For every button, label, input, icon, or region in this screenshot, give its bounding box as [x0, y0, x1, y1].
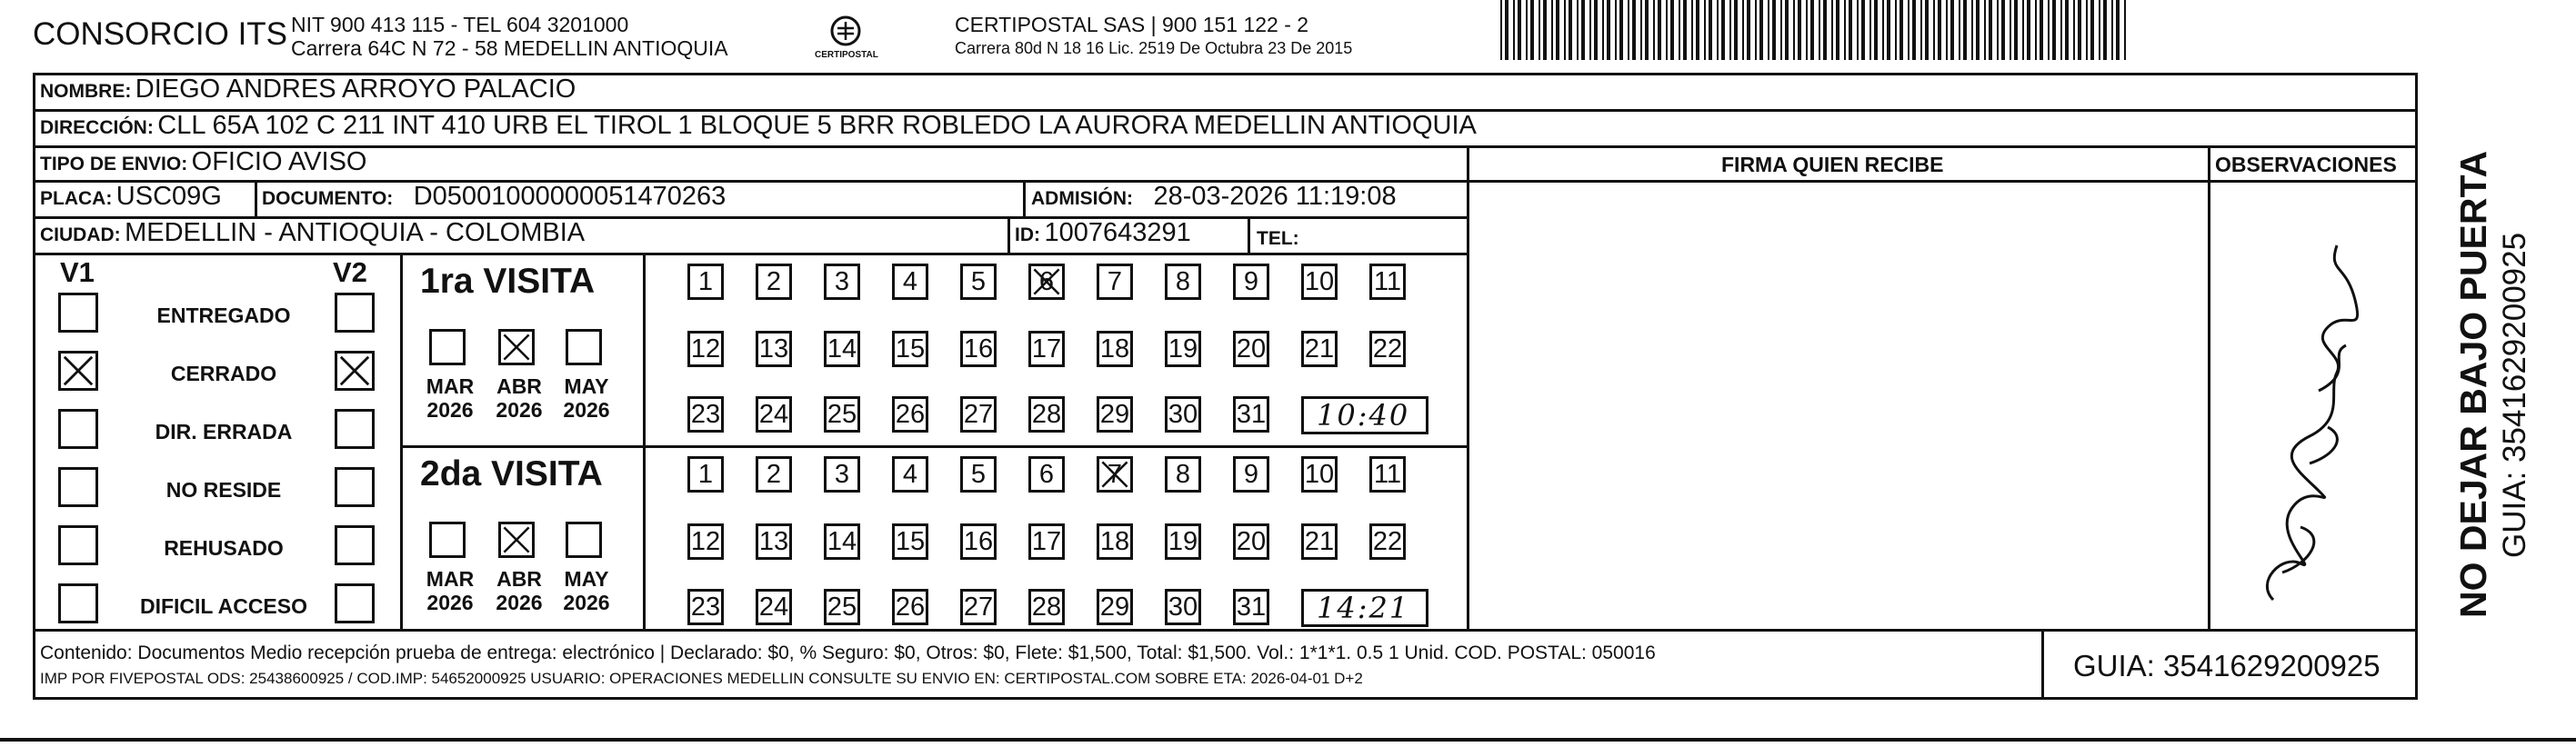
type-label: TIPO DE ENVIO: — [40, 154, 188, 174]
visit2-day-box[interactable]: 22 — [1369, 523, 1406, 560]
visit1-day-box[interactable]: 13 — [756, 331, 792, 367]
name-value: DIEGO ANDRES ARROYO PALACIO — [135, 75, 576, 104]
company-name: CONSORCIO ITS — [33, 16, 288, 52]
type-value: OFICIO AVISO — [191, 147, 367, 176]
city-row — [40, 220, 585, 246]
visit2-day-box[interactable]: 20 — [1233, 523, 1269, 560]
visit1-day-box[interactable]: 31 — [1233, 396, 1269, 433]
visit1-day-box[interactable]: 18 — [1097, 331, 1133, 367]
visit1-title: 1ra VISITA — [420, 262, 596, 301]
carrier-address: Carrera 80d N 18 16 Lic. 2519 De Octubra 23 De 2015 — [955, 39, 1353, 57]
visit2-day-box[interactable]: 19 — [1165, 523, 1201, 560]
visit1-month-label: ABR 2026 — [496, 374, 543, 423]
x-mark-icon — [1031, 266, 1062, 297]
visit2-day-box[interactable]: 25 — [824, 589, 860, 625]
v1-checkbox-0[interactable] — [58, 293, 98, 333]
city-label: CIUDAD: — [40, 224, 121, 245]
x-mark-icon — [501, 524, 532, 555]
footer-print-info: IMP POR FIVEPOSTAL ODS: 25438600925 / COD.IMP: 54652000925 USUARIO: OPERACIONES MEDELLIN CONSULTE SU ENVIO EN: CERTIPOSTAL.COM SOBRE ETA: 2026-04-01 D+2 — [40, 670, 1363, 687]
visit2-day-box[interactable]: 10 — [1301, 456, 1338, 493]
x-mark-icon — [1099, 459, 1130, 490]
observaciones-label: OBSERVACIONES — [2215, 153, 2397, 176]
visit2-month-checkbox-mar[interactable] — [429, 522, 466, 558]
visit1-day-box[interactable]: 20 — [1233, 331, 1269, 367]
company-address: Carrera 64C N 72 - 58 MEDELLIN ANTIOQUIA — [291, 36, 728, 60]
visit1-day-box[interactable]: 17 — [1028, 331, 1065, 367]
visit1-day-box[interactable]: 2 — [756, 264, 792, 300]
v1-label: V1 — [60, 256, 95, 288]
v1-checkbox-1[interactable] — [58, 351, 98, 391]
admission-value: 28-03-2026 11:19:08 — [1153, 182, 1397, 211]
main-frame — [33, 73, 2418, 700]
visit1-day-box[interactable]: 22 — [1369, 331, 1406, 367]
address-row — [40, 113, 1477, 139]
visit1-day-box[interactable]: 6 — [1028, 264, 1065, 300]
visit1-day-box[interactable]: 3 — [824, 264, 860, 300]
carrier-name: CERTIPOSTAL SAS | 900 151 122 - 2 — [955, 13, 1309, 36]
visit2-month-label: MAR 2026 — [426, 567, 475, 615]
visit2-day-box[interactable]: 3 — [824, 456, 860, 493]
visit2-day-box[interactable]: 30 — [1165, 589, 1201, 625]
visit1-day-box[interactable]: 12 — [687, 331, 724, 367]
visit1-day-box[interactable]: 27 — [960, 396, 997, 433]
visit2-day-box[interactable]: 4 — [892, 456, 928, 493]
footer-contents: Contenido: Documentos Medio recepción prueba de entrega: electrónico | Declarado: $0, % Seguro: $0, Otros: $0, Flete: $1,500, Total: $1,500. Vol.: 1*1*1. 0.5 1 Unid. COD. POSTAL: 050016 — [40, 642, 1656, 663]
visit1-time-value: 10:40 — [1317, 398, 1410, 433]
admission-row — [1031, 184, 1397, 210]
id-row — [1015, 220, 1191, 246]
visit1-day-box[interactable]: 21 — [1301, 331, 1338, 367]
visit2-day-box[interactable]: 29 — [1097, 589, 1133, 625]
logo-caption: CERTIPOSTAL — [815, 50, 878, 60]
visit1-month-label: MAY 2026 — [563, 374, 610, 423]
footer-guia: GUIA: 3541629200925 — [2073, 649, 2381, 682]
document-row — [262, 184, 726, 210]
side-guia: GUIA: 3541629200925 — [2497, 232, 2532, 558]
visit2-day-box[interactable]: 12 — [687, 523, 724, 560]
visit2-day-box[interactable]: 14 — [824, 523, 860, 560]
tel-row — [1257, 224, 1299, 250]
status-label: REHUSADO — [164, 536, 284, 560]
status-label: DIFICIL ACCESO — [139, 594, 307, 618]
scan-edge-line — [0, 738, 2576, 742]
visit1-month-label: MAR 2026 — [426, 374, 475, 423]
visit2-month-checkbox-abr[interactable] — [498, 522, 535, 558]
x-mark-icon — [501, 332, 532, 363]
visit2-day-box[interactable]: 21 — [1301, 523, 1338, 560]
visit2-time-box[interactable] — [1301, 589, 1428, 627]
visit2-day-box[interactable]: 17 — [1028, 523, 1065, 560]
visit2-month-checkbox-may[interactable] — [566, 522, 602, 558]
visit1-day-box[interactable]: 26 — [892, 396, 928, 433]
status-label: DIR. ERRADA — [155, 420, 293, 443]
visit1-day-box[interactable]: 11 — [1369, 264, 1406, 300]
visit2-day-box[interactable]: 11 — [1369, 456, 1406, 493]
v1-checkbox-2[interactable] — [58, 409, 98, 449]
visit2-day-box[interactable]: 5 — [960, 456, 997, 493]
plate-label: PLACA: — [40, 188, 113, 209]
visit2-title: 2da VISITA — [420, 454, 603, 493]
address-value: CLL 65A 102 C 211 INT 410 URB EL TIROL 1 BLOQUE 5 BRR ROBLEDO LA AURORA MEDELLIN ANTIOQUIA — [157, 111, 1477, 140]
visit2-day-box[interactable]: 8 — [1165, 456, 1201, 493]
side-warning: NO DEJAR BAJO PUERTA — [2452, 150, 2494, 618]
visit2-month-label: ABR 2026 — [496, 567, 543, 615]
visit1-day-box[interactable]: 10 — [1301, 264, 1338, 300]
visit1-day-box[interactable]: 7 — [1097, 264, 1133, 300]
visit2-day-box[interactable]: 7 — [1097, 456, 1133, 493]
visit2-month-label: MAY 2026 — [563, 567, 610, 615]
v1-checkbox-3[interactable] — [58, 467, 98, 507]
visit1-day-box[interactable]: 1 — [687, 264, 724, 300]
visit1-day-box[interactable]: 14 — [824, 331, 860, 367]
visit2-day-box[interactable]: 23 — [687, 589, 724, 625]
status-label: CERRADO — [170, 362, 277, 385]
v1-checkbox-5[interactable] — [58, 583, 98, 623]
visit1-month-checkbox-mar[interactable] — [429, 329, 466, 365]
visit1-day-box[interactable]: 9 — [1233, 264, 1269, 300]
status-label: ENTREGADO — [156, 304, 291, 327]
visit1-day-box[interactable]: 30 — [1165, 396, 1201, 433]
handwritten-signature — [2219, 236, 2401, 618]
address-label: DIRECCIÓN: — [40, 117, 154, 138]
visit2-day-box[interactable]: 26 — [892, 589, 928, 625]
visit2-day-box[interactable]: 18 — [1097, 523, 1133, 560]
x-mark-icon — [61, 354, 95, 388]
visit2-day-box[interactable]: 2 — [756, 456, 792, 493]
visit1-day-box[interactable]: 5 — [960, 264, 997, 300]
name-label: NOMBRE: — [40, 81, 132, 102]
visit2-time-value: 14:21 — [1317, 591, 1410, 625]
visit2-day-box[interactable]: 9 — [1233, 456, 1269, 493]
admission-label: ADMISIÓN: — [1031, 188, 1133, 209]
visit1-day-box[interactable]: 29 — [1097, 396, 1133, 433]
city-value: MEDELLIN - ANTIOQUIA - COLOMBIA — [125, 218, 586, 247]
plate-row — [40, 184, 222, 210]
visit1-day-box[interactable]: 16 — [960, 331, 997, 367]
visit1-month-checkbox-may[interactable] — [566, 329, 602, 365]
name-row — [40, 76, 576, 103]
id-label: ID: — [1015, 224, 1040, 245]
id-value: 1007643291 — [1044, 218, 1191, 247]
barcode — [1500, 0, 2137, 62]
visit2-day-box[interactable]: 1 — [687, 456, 724, 493]
visit1-day-box[interactable]: 25 — [824, 396, 860, 433]
tel-label: TEL: — [1257, 228, 1299, 249]
plate-value: USC09G — [115, 182, 222, 211]
visit1-day-box[interactable]: 19 — [1165, 331, 1201, 367]
visit1-day-box[interactable]: 8 — [1165, 264, 1201, 300]
visit2-day-box[interactable]: 31 — [1233, 589, 1269, 625]
visit2-day-box[interactable]: 28 — [1028, 589, 1065, 625]
visit1-day-box[interactable]: 4 — [892, 264, 928, 300]
visit1-month-checkbox-abr[interactable] — [498, 329, 535, 365]
visit2-day-box[interactable]: 16 — [960, 523, 997, 560]
visit1-day-box[interactable]: 23 — [687, 396, 724, 433]
visit2-day-box[interactable]: 15 — [892, 523, 928, 560]
visit1-day-box[interactable]: 24 — [756, 396, 792, 433]
v2-label: V2 — [333, 256, 367, 288]
firma-label: FIRMA QUIEN RECIBE — [1721, 153, 1944, 176]
visit1-day-box[interactable]: 28 — [1028, 396, 1065, 433]
document-label: DOCUMENTO: — [262, 188, 394, 209]
visit2-day-box[interactable]: 24 — [756, 589, 792, 625]
visit1-time-box[interactable] — [1301, 396, 1428, 434]
visit1-day-box[interactable]: 15 — [892, 331, 928, 367]
type-row — [40, 149, 366, 175]
company-nit: NIT 900 413 115 - TEL 604 3201000 — [291, 13, 629, 36]
status-label: NO RESIDE — [165, 478, 282, 502]
certipostal-logo — [809, 11, 882, 62]
v1-checkbox-4[interactable] — [58, 525, 98, 565]
document-value: D05001000000051470263 — [413, 182, 727, 211]
visit2-day-box[interactable]: 13 — [756, 523, 792, 560]
visit2-day-box[interactable]: 6 — [1028, 456, 1065, 493]
visit2-day-box[interactable]: 27 — [960, 589, 997, 625]
